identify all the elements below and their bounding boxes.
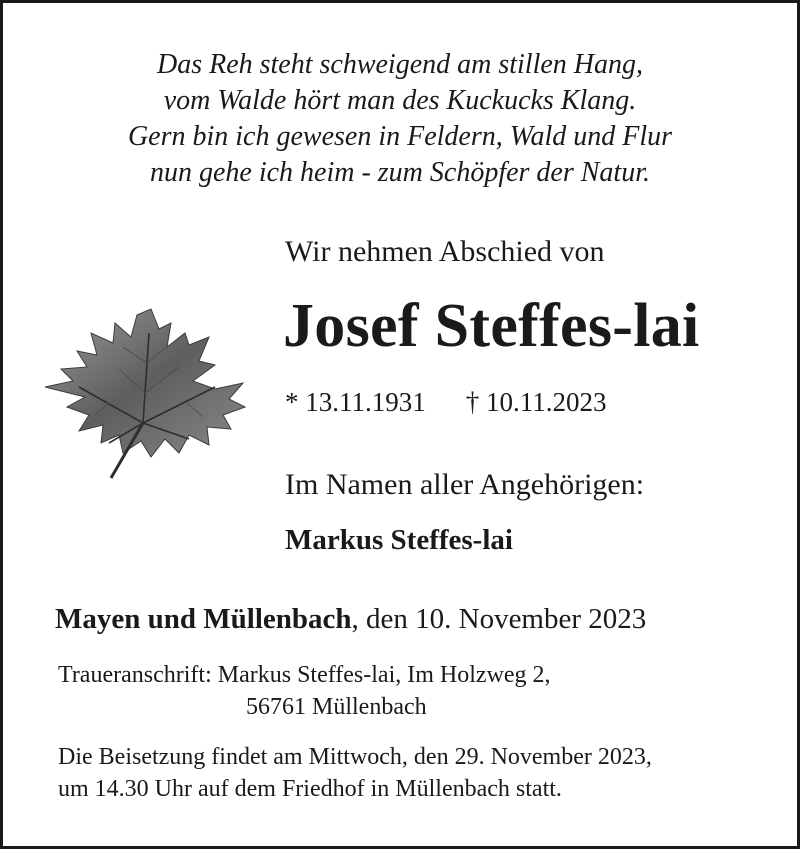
farewell-heading: Wir nehmen Abschied von (285, 235, 605, 268)
address-line: 56761 Müllenbach (246, 694, 427, 720)
life-dates (285, 387, 607, 418)
deceased-name: Josef Steffes-lai (283, 292, 700, 360)
notice-date: , den 10. November 2023 (351, 603, 647, 635)
mourners-label: Im Namen aller Angehörigen: (285, 468, 645, 501)
mourning-address (58, 659, 551, 723)
place-name: Mayen und Müllenbach (55, 603, 352, 635)
death-date: † 10.11.2023 (465, 387, 607, 417)
poem-line: nun gehe ich heim - zum Schöpfer der Natur. (149, 157, 651, 188)
funeral-line: um 14.30 Uhr auf dem Friedhof in Müllenbach statt. (58, 776, 562, 802)
poem-line: Das Reh steht schweigend am stillen Hang, (156, 49, 644, 80)
birth-date: * 13.11.1931 (285, 387, 426, 417)
mourner-name: Markus Steffes-lai (285, 524, 513, 556)
funeral-info (58, 741, 652, 805)
place-date-line (55, 603, 646, 636)
poem (3, 47, 797, 191)
maple-leaf-icon (39, 303, 249, 488)
poem-line: vom Walde hört man des Kuckucks Klang. (163, 85, 637, 116)
funeral-line: Die Beisetzung findet am Mittwoch, den 29. November 2023, (58, 744, 652, 770)
poem-line: Gern bin ich gewesen in Feldern, Wald und Flur (127, 121, 673, 152)
address-line: Traueranschrift: Markus Steffes-lai, Im Holzweg 2, (58, 662, 551, 688)
